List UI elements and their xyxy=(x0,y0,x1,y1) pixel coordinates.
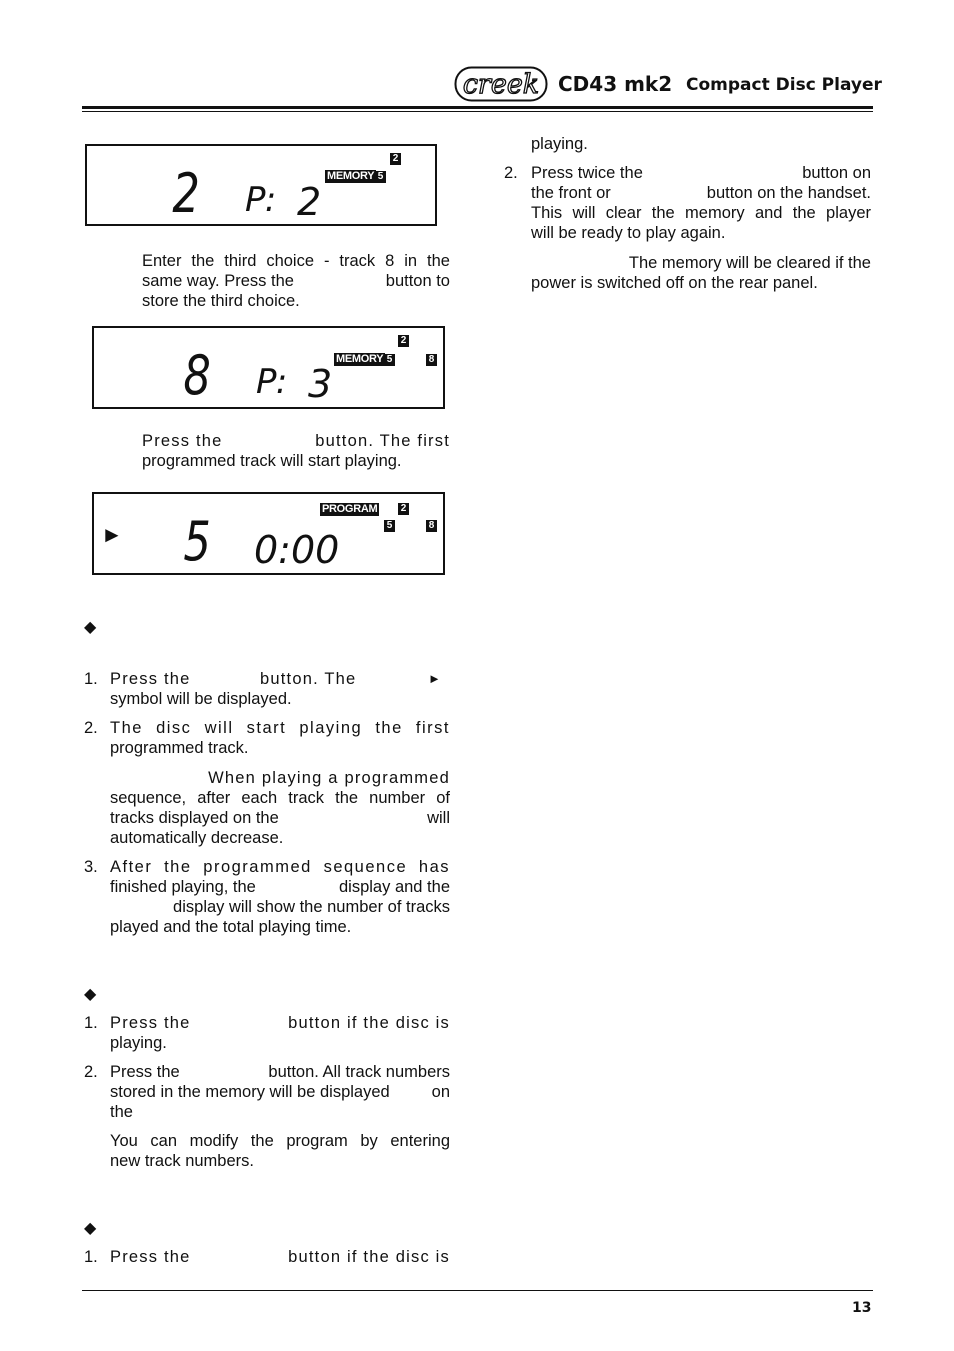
lcd-display-1 xyxy=(85,144,437,226)
right-continuation: playing. xyxy=(531,135,588,153)
list-item: 1. Press the button. The ► symbol will be displayed. xyxy=(84,670,443,708)
digit-right: 3 xyxy=(308,362,333,406)
note: When playing a programmed sequence, after each track the number of tracks displayed on the will automatically decrease. xyxy=(110,769,450,847)
list-item: 1. Press the button if the disc is xyxy=(84,1248,450,1266)
digit-right: 2 xyxy=(297,180,322,224)
list-item: 2. The disc will start playing the first programmed track. xyxy=(84,719,450,757)
program-badge: PROGRAM xyxy=(322,503,378,515)
list-item: 1. Press the button if the disc is playing. xyxy=(84,1014,450,1052)
list-item: 2. Press the button. All track numbers stored in the memory will be displayed on the xyxy=(84,1063,450,1121)
para-press-play: Press the button. The first programmed track will start playing. xyxy=(142,432,450,470)
lcd-display-3 xyxy=(92,492,445,575)
page-number: 13 xyxy=(852,1300,872,1316)
svg-text:creek: creek xyxy=(462,69,540,100)
list-item: 3. After the programmed sequence has finished playing, the display and the display will show the number of tracks played and the total playing time. xyxy=(84,858,450,936)
memory-badge: MEMORY xyxy=(327,170,375,182)
digit-left: 8 xyxy=(183,344,211,407)
program-label: P: xyxy=(256,362,288,402)
digit-left: 2 xyxy=(172,162,200,225)
play-symbol-icon: ► xyxy=(428,671,443,686)
track-indicator: 5 xyxy=(375,171,386,183)
product-name: Compact Disc Player xyxy=(686,75,882,95)
header-rule-thin xyxy=(82,111,873,112)
section-bullet-icon: ◆ xyxy=(84,986,97,1003)
footer-rule xyxy=(82,1290,873,1291)
track-indicator: 2 xyxy=(390,153,401,165)
program-label: P: xyxy=(245,180,277,220)
lcd-display-2 xyxy=(92,326,445,409)
track-indicator: 8 xyxy=(426,354,437,366)
time-readout: 0:00 xyxy=(254,528,340,572)
note: You can modify the program by entering new track numbers. xyxy=(110,1132,450,1170)
section-bullet-icon: ◆ xyxy=(84,619,97,636)
memory-badge: MEMORY xyxy=(336,353,384,365)
header xyxy=(0,0,954,120)
play-icon: ► xyxy=(101,522,123,547)
track-indicator: 8 xyxy=(426,520,437,532)
list-item: 2. Press twice the button on the front or button on the handset. This will clear the memory and the player will be ready to play again. xyxy=(504,164,871,242)
track-indicator: 5 xyxy=(384,520,395,532)
track-indicator: 2 xyxy=(398,335,409,347)
creek-logo xyxy=(454,66,548,102)
track-indicator: 5 xyxy=(384,354,395,366)
model-name: CD43 mk2 xyxy=(558,72,673,96)
track-indicator: 2 xyxy=(398,503,409,515)
para-third-choice: Enter the third choice - track 8 in the same way. Press the button to store the third choice. xyxy=(142,252,450,310)
header-rule-thick xyxy=(82,106,873,109)
section-bullet-icon: ◆ xyxy=(84,1220,97,1237)
digit-left: 5 xyxy=(183,510,211,573)
note: The memory will be cleared if the power is switched off on the rear panel. xyxy=(531,254,871,292)
